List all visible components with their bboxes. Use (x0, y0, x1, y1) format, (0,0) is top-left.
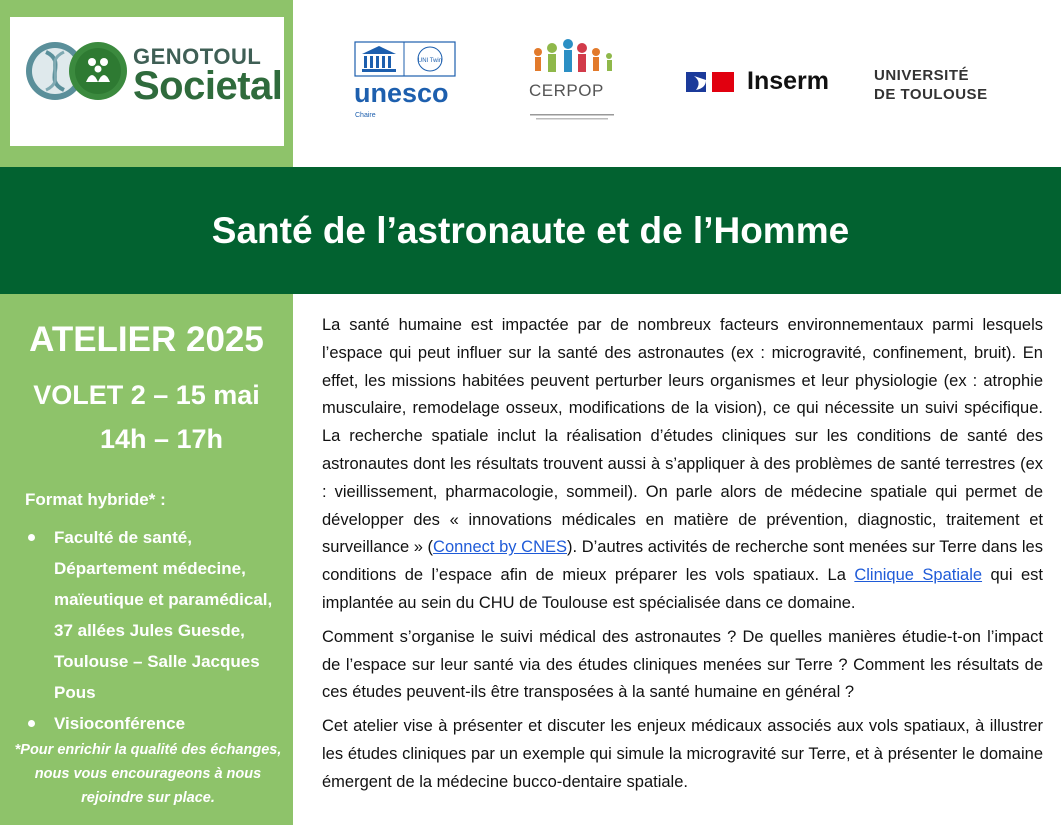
attendance-note: *Pour enrichir la qualité des échanges, nous vous encourageons à nous rejoindre sur place. (14, 742, 282, 806)
format-label: Format hybride* : (25, 490, 166, 509)
genotoul-main-text: Societal (133, 64, 283, 108)
paragraph-1 (322, 312, 1043, 618)
paragraph-1-part-a: La santé humaine est impactée par de nombreux facteurs environnementaux parmi lesquels l’espace qui peut influer sur la santé des astronautes (ex : microgravité, confinement, bruit). En effet, les missions habitées peuvent perturber leurs organismes et leur physiologie (ex : atrophie musculaire, remodelage osseux, modifications de la vision), ce qui nécessite un suivi spécifique. La recherche spatiale inclut la réalisation d’études cliniques sur les conditions de santé des astronautes dont les résultats trouvent aussi à s’appliquer à des problèmes de santé terrestres (ex : vieillissement, pharmacologie, sommeil). On parle alors de médecine spatiale qui permet de développer des « innovations médicales en matière de prévention, diagnostic, traitement et surveillance » ( (322, 316, 1043, 557)
unesco-globe-text: UNI Twin (417, 58, 443, 64)
volet-date: VOLET 2 – 15 mai (33, 380, 260, 410)
paragraph-1-part-b: ). D’autres activités de recherche sont menées sur Terre dans les conditions de l’espace afin de mieux préparer les vols spatiaux. La (322, 538, 1043, 585)
paragraph-1-part-c: qui est implantée au sein du CHU de Toulouse est spécialisée dans ce domaine. (322, 566, 1043, 612)
inserm-wordmark: Inserm (747, 67, 829, 95)
connect-by-cnes-link[interactable]: Connect by CNES (433, 538, 567, 557)
universite-line1: UNIVERSITÉ (874, 67, 970, 84)
universite-toulouse-logo (874, 66, 988, 104)
unesco-wordmark: unesco (354, 78, 449, 108)
location-item-faculte: Faculté de santé, Département médecine, maïeutique et paramédical, 37 allées Jules Guesde, Toulouse – Salle Jacques Pous (25, 522, 287, 708)
paragraph-2: Comment s’organise le suivi médical des astronautes ? De quelles manières étudie-t-on l’impact de l’espace sur leur santé via des études cliniques menées sur Terre ? Comment les résultats de ces études peuvent-ils être transposées à la santé humaine en général ? (322, 627, 1043, 702)
genotoul-societal-icon (22, 38, 132, 104)
cerpop-wordmark: CERPOP (529, 81, 604, 100)
paragraph-3: Cet atelier vise à présenter et discuter les enjeux médicaux associés aux vols spatiaux, à illustrer les études cliniques par un exemple qui simule la microgravité sur Terre, et à présenter le domaine émergent de la médecine bucco-dentaire spatiale. (322, 717, 1043, 791)
main-content (322, 312, 1043, 803)
location-list (25, 522, 287, 739)
republique-francaise-icon (686, 72, 734, 92)
unesco-chaire-text: Chaire (355, 112, 376, 119)
page-title: Santé de l’astronaute et de l’Homme (211, 210, 850, 251)
genotoul-top-text: GENOTOUL (133, 44, 262, 69)
title-band (0, 167, 1061, 294)
clinique-spatiale-link[interactable]: Clinique Spatiale (854, 566, 983, 585)
atelier-heading: ATELIER 2025 (29, 320, 264, 359)
universite-line2: DE TOULOUSE (874, 86, 988, 103)
event-hours: 14h – 17h (99, 424, 224, 454)
header (0, 0, 1061, 167)
location-item-visio: Visioconférence (25, 708, 287, 739)
sidebar (0, 294, 293, 825)
